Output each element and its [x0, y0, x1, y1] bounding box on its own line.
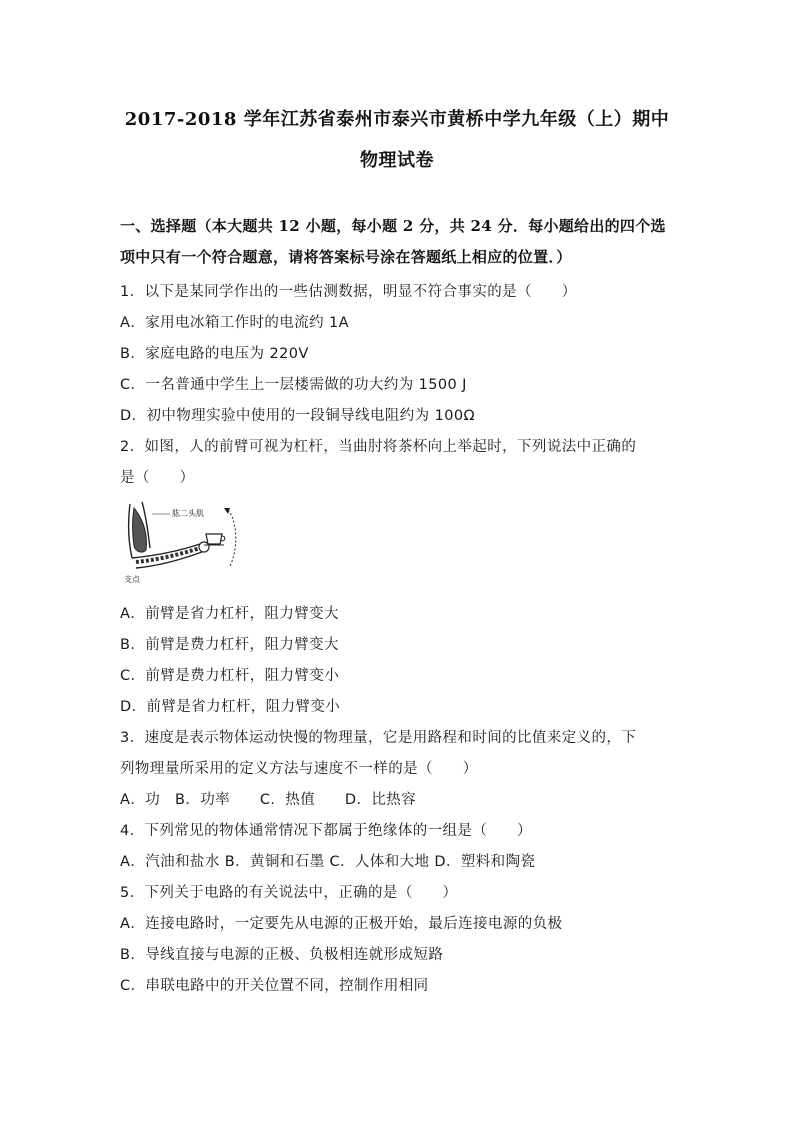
- question-4-stem: 4．下列常见的物体通常情况下都属于绝缘体的一组是（ ）: [120, 823, 532, 839]
- question-3-options: A．功 B．功率 C．热值 D．比热容: [120, 792, 417, 808]
- fulcrum-label: 支点: [124, 575, 140, 584]
- question-5-option-b: B．导线直接与电源的正极、负极相连就形成短路: [120, 947, 444, 963]
- question-2-option-d: D．前臂是省力杠杆，阻力臂变小: [120, 699, 341, 715]
- question-5-stem: 5．下列关于电路的有关说法中，正确的是（ ）: [120, 885, 458, 901]
- question-1-option-d: D．初中物理实验中使用的一段铜导线电阻约为 100Ω: [120, 408, 475, 424]
- rotation-arrow-path: [228, 510, 236, 566]
- forearm-lever-figure: [122, 498, 242, 586]
- question-2-option-b: B．前臂是费力杠杆，阻力臂变大: [120, 637, 339, 653]
- question-2-stem-line-1: 2．如图，人的前臂可视为杠杆，当曲肘将茶杯向上举起时，下列说法中正确的: [120, 439, 637, 455]
- question-1-option-c: C．一名普通中学生上一层楼需做的功大约为 1500 J: [120, 377, 467, 393]
- section-heading-line-2: 项中只有一个符合题意，请将答案标号涂在答题纸上相应的位置．）: [120, 248, 572, 266]
- question-2-stem-line-2: 是（ ）: [120, 470, 195, 486]
- question-1-option-a: A．家用电冰箱工作时的电流约 1A: [120, 315, 349, 331]
- exam-title-line-1: 2017-2018 学年江苏省泰州市泰兴市黄桥中学九年级（上）期中: [124, 109, 670, 130]
- question-1-option-b: B．家庭电路的电压为 220V: [120, 346, 309, 362]
- question-3-stem-line-1: 3．速度是表示物体运动快慢的物理量，它是用路程和时间的比值来定义的，下: [120, 730, 637, 746]
- question-3-stem-line-2: 列物理量所采用的定义方法与速度不一样的是（ ）: [120, 761, 478, 777]
- question-4-options: A．汽油和盐水 B．黄铜和石墨 C．人体和大地 D．塑料和陶瓷: [120, 854, 536, 870]
- teacup-shape: [206, 534, 222, 544]
- exam-title-line-2: 物理试卷: [360, 150, 434, 171]
- section-heading-line-1: 一、选择题（本大题共 12 小题，每小题 2 分，共 24 分．每小题给出的四个选: [120, 217, 666, 235]
- biceps-label: 肱二头肌: [172, 509, 204, 518]
- question-5-option-a: A．连接电路时，一定要先从电源的正极开始，最后连接电源的负极: [120, 916, 563, 932]
- question-5-option-c: C．串联电路中的开关位置不同，控制作用相同: [120, 978, 429, 994]
- question-1-stem: 1．以下是某同学作出的一些估测数据，明显不符合事实的是（ ）: [120, 284, 577, 300]
- question-2-option-c: C．前臂是费力杠杆，阻力臂变小: [120, 668, 340, 684]
- question-2-option-a: A．前臂是省力杠杆，阻力臂变大: [120, 606, 339, 622]
